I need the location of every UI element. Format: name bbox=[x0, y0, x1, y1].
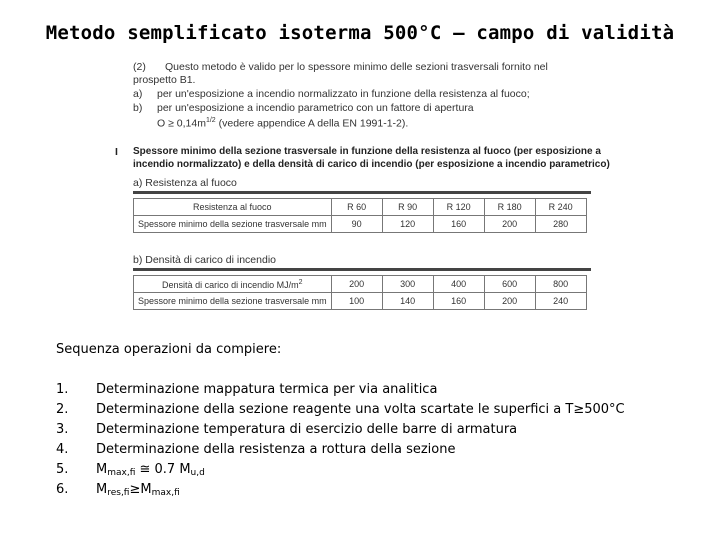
sequence-label: Sequenza operazioni da compiere: bbox=[56, 342, 282, 357]
caption-line-1: Spessore minimo della sezione trasversale in funzione della resistenza al fuoco (per esposizione a bbox=[133, 146, 601, 157]
table-row bbox=[134, 199, 587, 216]
step-number: 4. bbox=[56, 442, 69, 457]
table-header-cell: R 240 bbox=[535, 199, 586, 216]
step-number: 1. bbox=[56, 382, 69, 397]
item-b-text-2: $O \ge 0,14m^{1/2}$ (vedere appendice A della EN 1991-1-2). bbox=[157, 117, 409, 130]
table-row bbox=[134, 276, 587, 293]
section-a-title: a) Resistenza al fuoco bbox=[133, 177, 237, 189]
table-header-cell: 200 bbox=[331, 276, 382, 293]
step-text: Determinazione della sezione reagente una volta scartate le superfici a T≥500°C bbox=[96, 402, 625, 417]
list-item bbox=[56, 400, 625, 420]
scanned-excerpt bbox=[115, 58, 610, 314]
table-header-cell: 600 bbox=[484, 276, 535, 293]
table-row bbox=[134, 216, 587, 233]
step-number: 2. bbox=[56, 402, 69, 417]
item-a-text: per un'esposizione a incendio normalizzato in funzione della resistenza al fuoco; bbox=[157, 88, 530, 100]
steps-list bbox=[56, 380, 625, 500]
table-header-cell: R 120 bbox=[433, 199, 484, 216]
table-cell: 120 bbox=[382, 216, 433, 233]
table-row-label: Spessore minimo della sezione trasversale mm bbox=[134, 293, 332, 310]
caption-mark: I bbox=[115, 146, 118, 158]
table-cell: 160 bbox=[433, 293, 484, 310]
table-header-cell: R 90 bbox=[382, 199, 433, 216]
caption-line-2: incendio normalizzato) e della densità di carico di incendio (per esposizione a incendio parametrico) bbox=[133, 159, 610, 170]
item-b-label: b) bbox=[133, 102, 143, 114]
table-cell: 100 bbox=[331, 293, 382, 310]
note-line-1: Questo metodo è valido per lo spessore minimo delle sezioni trasversali fornito nel bbox=[165, 61, 548, 73]
table-fire-resistance bbox=[133, 198, 587, 233]
step-number: 5. bbox=[56, 462, 69, 477]
step-number: 3. bbox=[56, 422, 69, 437]
table-a-top-rule bbox=[133, 191, 591, 194]
table-row-label: Spessore minimo della sezione trasversale mm bbox=[134, 216, 332, 233]
table-header-cell: R 180 bbox=[484, 199, 535, 216]
table-cell: 90 bbox=[331, 216, 382, 233]
table-cell: 280 bbox=[535, 216, 586, 233]
page-title: Metodo semplificato isoterma 500°C – campo di validità bbox=[45, 22, 675, 44]
step-text: Determinazione mappatura termica per via analitica bbox=[96, 382, 438, 397]
step-formula: $M_{max,fi}$ ≅ 0.7 $M_{u,d}$ bbox=[96, 462, 205, 478]
table-fire-load-density bbox=[133, 275, 587, 310]
step-formula: $M_{res,fi}\ge M_{max,fi}$ bbox=[96, 482, 180, 498]
table-header-cell: Resistenza al fuoco bbox=[134, 199, 332, 216]
list-item bbox=[56, 420, 625, 440]
list-item bbox=[56, 440, 625, 460]
table-header-cell: Densità di carico di incendio $MJ/m^2$ bbox=[134, 276, 332, 293]
step-number: 6. bbox=[56, 482, 69, 497]
table-b-top-rule bbox=[133, 268, 591, 271]
list-item bbox=[56, 480, 625, 500]
table-cell: 160 bbox=[433, 216, 484, 233]
section-b-title: b) Densità di carico di incendio bbox=[133, 254, 276, 266]
note-line-2: prospetto B1. bbox=[133, 74, 196, 86]
note-number: (2) bbox=[133, 61, 146, 73]
step-text: Determinazione della resistenza a rottura della sezione bbox=[96, 442, 456, 457]
table-cell: 200 bbox=[484, 293, 535, 310]
table-header-cell: 300 bbox=[382, 276, 433, 293]
table-header-cell: R 60 bbox=[331, 199, 382, 216]
table-row bbox=[134, 293, 587, 310]
table-cell: 140 bbox=[382, 293, 433, 310]
step-text: Determinazione temperatura di esercizio delle barre di armatura bbox=[96, 422, 518, 437]
table-header-cell: 800 bbox=[535, 276, 586, 293]
item-a-label: a) bbox=[133, 88, 143, 100]
table-header-cell: 400 bbox=[433, 276, 484, 293]
item-b-text-1: per un'esposizione a incendio parametrico con un fattore di apertura bbox=[157, 102, 474, 114]
list-item bbox=[56, 380, 625, 400]
table-cell: 200 bbox=[484, 216, 535, 233]
table-cell: 240 bbox=[535, 293, 586, 310]
list-item bbox=[56, 460, 625, 480]
